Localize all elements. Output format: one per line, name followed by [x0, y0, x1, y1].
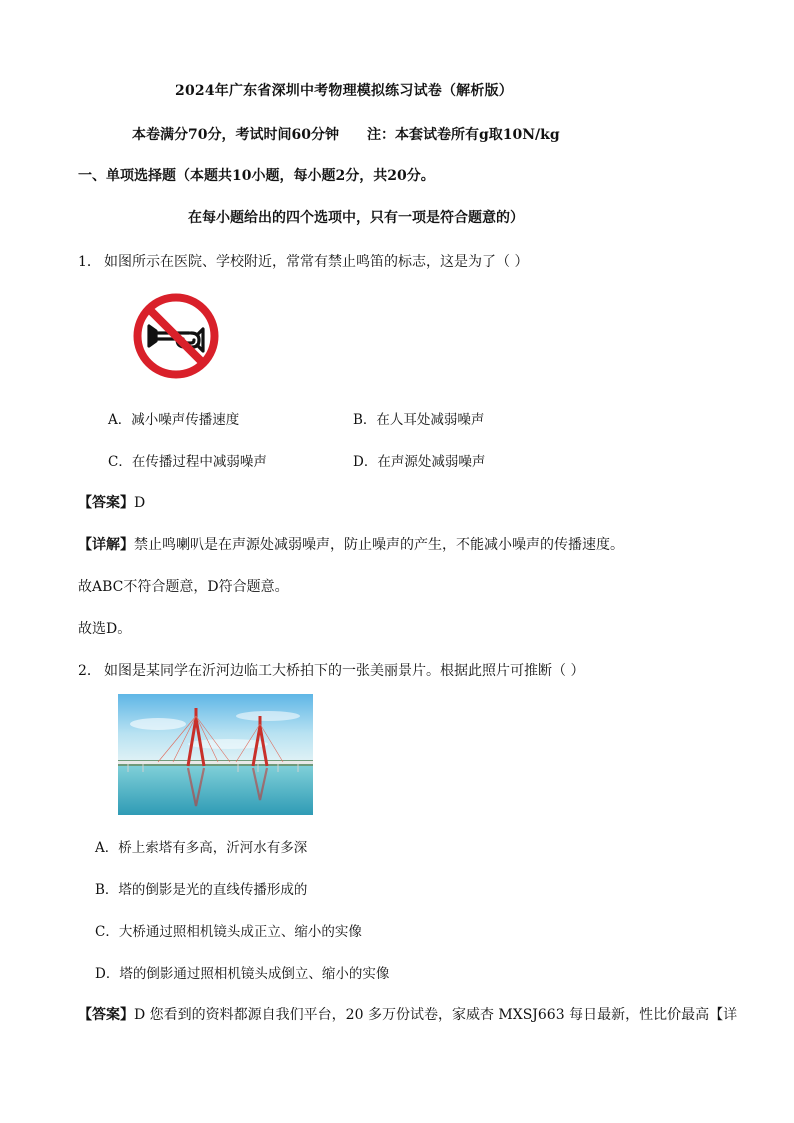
detail-label: 【详解】 [78, 537, 134, 553]
q1-option-a: A．减小噪声传播速度 [108, 412, 240, 428]
answer-line: D 您看到的资料都源自我们平台，20 多万份试卷，家威杏 MXSJ663 每日最新，性比价最高【详 [134, 1007, 738, 1023]
answer-label: 【答案】 [78, 1007, 134, 1023]
detail-text: 禁止鸣喇叭是在声源处减弱噪声，防止噪声的产生，不能减小噪声的传播速度。 [134, 537, 624, 553]
q1-option-b: B．在人耳处减弱噪声 [353, 412, 485, 428]
gravity-note: 注：本套试卷所有g取10N/kg [366, 127, 560, 143]
q2-option-c: C．大桥通过照相机镜头成正立、缩小的实像 [95, 924, 362, 940]
question-number: 1． [78, 254, 101, 270]
q1-option-d: D．在声源处减弱噪声 [353, 454, 486, 470]
section-heading: 一、单项选择题（本题共10小题，每小题2分，共20分。 [78, 168, 435, 184]
question-2-stem [78, 660, 584, 680]
page-title: 2024年广东省深圳中考物理模拟练习试卷（解析版） [175, 83, 513, 99]
question-text: 如图所示在医院、学校附近，常常有禁止鸣笛的标志，这是为了（ ） [104, 254, 529, 270]
bridge-photo [118, 694, 313, 815]
exam-meta [132, 124, 560, 144]
no-honking-sign-icon [133, 293, 219, 379]
q1-answer [78, 492, 145, 512]
question-number: 2． [78, 663, 101, 679]
q2-option-a: A．桥上索塔有多高，沂河水有多深 [95, 840, 308, 856]
q1-conclusion: 故ABC不符合题意，D符合题意。 [78, 579, 289, 595]
section-instruction: 在每小题给出的四个选项中，只有一项是符合题意的） [188, 210, 524, 226]
q1-option-c: C．在传播过程中减弱噪声 [108, 454, 267, 470]
question-text: 如图是某同学在沂河边临工大桥拍下的一张美丽景片。根据此照片可推断（ ） [104, 663, 585, 679]
answer-value: D [134, 495, 146, 511]
q2-option-d: D．塔的倒影通过照相机镜头成倒立、缩小的实像 [95, 966, 390, 982]
score-time-text: 本卷满分70分，考试时间60分钟 [132, 127, 339, 143]
q1-choice: 故选D。 [78, 621, 132, 637]
q1-detail [78, 534, 624, 554]
answer-label: 【答案】 [78, 495, 134, 511]
question-1-stem [78, 251, 528, 271]
q2-option-b: B．塔的倒影是光的直线传播形成的 [95, 882, 308, 898]
q2-answer [78, 1004, 737, 1024]
